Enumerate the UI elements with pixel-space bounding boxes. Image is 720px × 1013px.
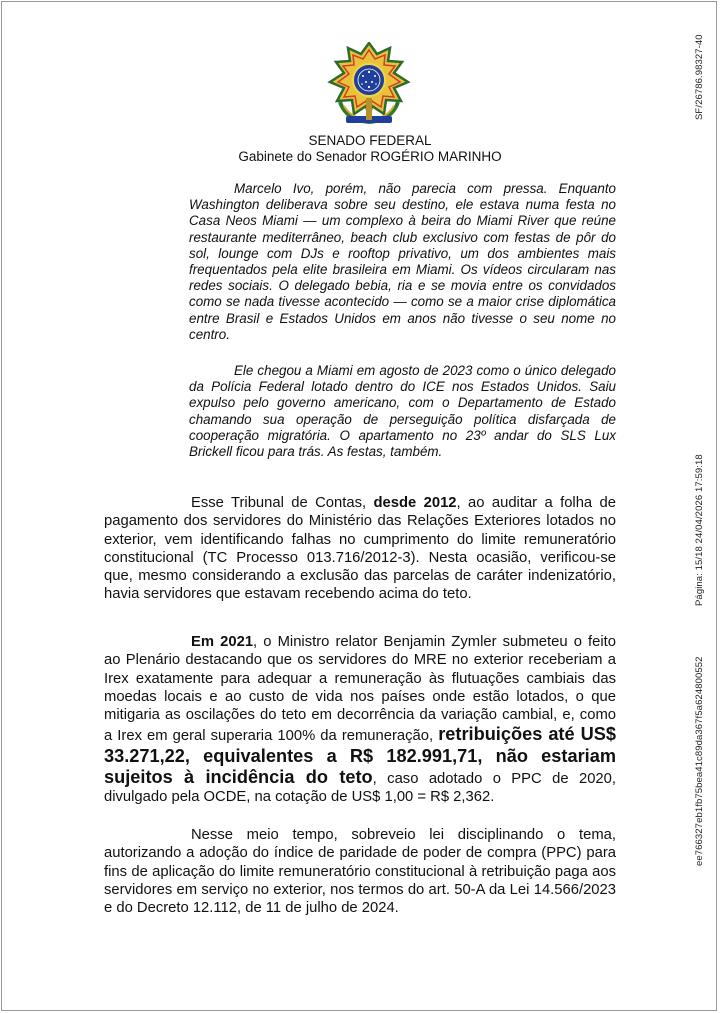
highlighted-bold-text: retribuições até US$ 33.271,22, equivalentes a R$ 182.991,71, não estariam sujeitos à incidência do teto — [104, 724, 616, 788]
body-paragraph — [104, 826, 616, 917]
block-quote: Ele chegou a Miami em agosto de 2023 como o único delegado da Polícia Federal lotado dentro do ICE nos Estados Unidos. Saiu expulso pelo governo americano, com o Departamento de Estado chamando sua operação de perseguição política disfarçada de cooperação migratória. O apartamento no 23º andar do SLS Lux Brickell ficou para trás. As festas, também. — [189, 363, 616, 460]
institution-name: SENADO FEDERAL — [308, 133, 432, 148]
body-paragraph — [104, 633, 616, 807]
block-quote: Marcelo Ivo, porém, não parecia com pressa. Enquanto Washington deliberava sobre seu destino, ele estava numa festa no Casa Neos Miami — um complexo à beira do Miami River que reúne restaurante mediterrâneo, beach club exclusivo com festas de pôr do sol, lounge com DJs e rooftop privativo, um dos ambientes mais frequentados pela elite brasileira em Miami. Os vídeos circularam nas redes sociais. O delegado bebia, ria e se movia entre os convidados como se nada tivesse acontecido — como se a maior crise diplomática entre Brasil e Estados Unidos em anos não tivesse o seu nome no centro. — [189, 181, 616, 342]
body-paragraph — [104, 494, 616, 604]
document-id: SF/26786.98327-40 — [694, 34, 705, 120]
document-hash: ee766327eb1fb75bea41c89da367f5a624800552 — [694, 656, 705, 866]
text-run: Nesse meio tempo, sobreveio lei disciplinando o tema, autorizando a adoção do índice de paridade de poder de compra (PPC) para fins de aplicação do limite remuneratório constitucional à retribuição paga aos servidores em serviço no exterior, nos termos do art. 50-A da Lei 14.566/2023 e do Decreto 12.112, de 11 de julho de 2024. — [104, 827, 616, 917]
coat-of-arms-emblem — [326, 42, 412, 128]
page-info: Página: 15/18 24/04/2026 17:59:18 — [694, 454, 705, 606]
text-run: Esse Tribunal de Contas, — [191, 495, 374, 511]
text-run: , o Ministro relator Benjamin Zymler submeteu o feito ao Plenário destacando que os servidores do MRE no exterior receberiam a Irex exatamente para adequar a remuneração às flutuações cambiais das moedas locais e ao custo de vida nos países onde estão lotados, o que mitigaria as oscilações do teto em decorrência da variação cambial, e, como a Irex em geral superaria 100% da remuneração, — [104, 634, 616, 745]
text-run: , ao auditar a folha de pagamento dos servidores do Ministério das Relações Exteriores lotados no exterior, vem identificando falhas no cumprimento do limite remuneratório constitucional (TC Processo 013.716/2012-3). Nesta ocasião, verificou-se que, mesmo considerando a exclusão das parcelas de caráter indenizatório, havia servidores que estavam recebendo acima do teto. — [104, 495, 616, 603]
office-name: Gabinete do Senador ROGÉRIO MARINHO — [238, 149, 502, 164]
bold-text: desde 2012 — [373, 495, 457, 511]
text-run: , caso adotado o PPC de 2020, divulgado pela OCDE, na cotação de US$ 1,00 = R$ 2,362. — [104, 771, 616, 806]
bold-text: Em 2021 — [191, 634, 254, 650]
